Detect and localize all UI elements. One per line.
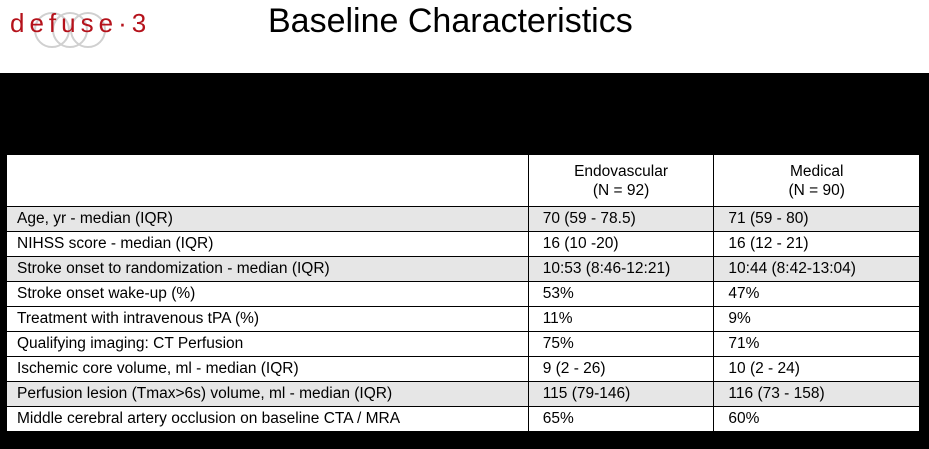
page-title: Baseline Characteristics <box>268 2 633 40</box>
header-endovascular-n: (N = 92) <box>592 181 650 199</box>
row-endovascular-value: 11% <box>528 307 714 332</box>
table-row <box>7 232 920 257</box>
table-row <box>7 357 920 382</box>
defuse3-logo <box>10 6 170 54</box>
table-row <box>7 282 920 307</box>
header-endovascular-name: Endovascular <box>574 162 669 180</box>
table-row <box>7 207 920 232</box>
row-endovascular-value: 10:53 (8:46-12:21) <box>528 257 714 282</box>
row-medical-value: 47% <box>714 282 920 307</box>
row-endovascular-value: 115 (79-146) <box>528 382 714 407</box>
header-medical <box>714 155 920 207</box>
row-endovascular-value: 75% <box>528 332 714 357</box>
row-label: Age, yr - median (IQR) <box>7 207 529 232</box>
row-label: Stroke onset to randomization - median (IQR) <box>7 257 529 282</box>
baseline-characteristics-table <box>6 154 920 432</box>
header-empty-cell <box>7 155 529 207</box>
row-endovascular-value: 53% <box>528 282 714 307</box>
row-medical-value: 71 (59 - 80) <box>714 207 920 232</box>
table-header-row <box>7 155 920 207</box>
row-label: Treatment with intravenous tPA (%) <box>7 307 529 332</box>
logo-text: defuse·3 <box>10 8 152 38</box>
row-medical-value: 60% <box>714 407 920 432</box>
row-endovascular-value: 16 (10 -20) <box>528 232 714 257</box>
row-medical-value: 10:44 (8:42-13:04) <box>714 257 920 282</box>
table-row <box>7 382 920 407</box>
row-medical-value: 16 (12 - 21) <box>714 232 920 257</box>
row-endovascular-value: 70 (59 - 78.5) <box>528 207 714 232</box>
row-medical-value: 116 (73 - 158) <box>714 382 920 407</box>
row-label: Ischemic core volume, ml - median (IQR) <box>7 357 529 382</box>
table-row <box>7 332 920 357</box>
header-endovascular <box>528 155 714 207</box>
table-row <box>7 307 920 332</box>
row-endovascular-value: 65% <box>528 407 714 432</box>
row-label: Qualifying imaging: CT Perfusion <box>7 332 529 357</box>
header-medical-name: Medical <box>790 162 844 180</box>
row-label: Perfusion lesion (Tmax>6s) volume, ml - median (IQR) <box>7 382 529 407</box>
row-label: Stroke onset wake-up (%) <box>7 282 529 307</box>
row-label: Middle cerebral artery occlusion on baseline CTA / MRA <box>7 407 529 432</box>
table-row <box>7 407 920 432</box>
row-medical-value: 10 (2 - 24) <box>714 357 920 382</box>
row-medical-value: 9% <box>714 307 920 332</box>
row-label: NIHSS score - median (IQR) <box>7 232 529 257</box>
header-medical-n: (N = 90) <box>788 181 845 199</box>
row-endovascular-value: 9 (2 - 26) <box>528 357 714 382</box>
row-medical-value: 71% <box>714 332 920 357</box>
table-row <box>7 257 920 282</box>
